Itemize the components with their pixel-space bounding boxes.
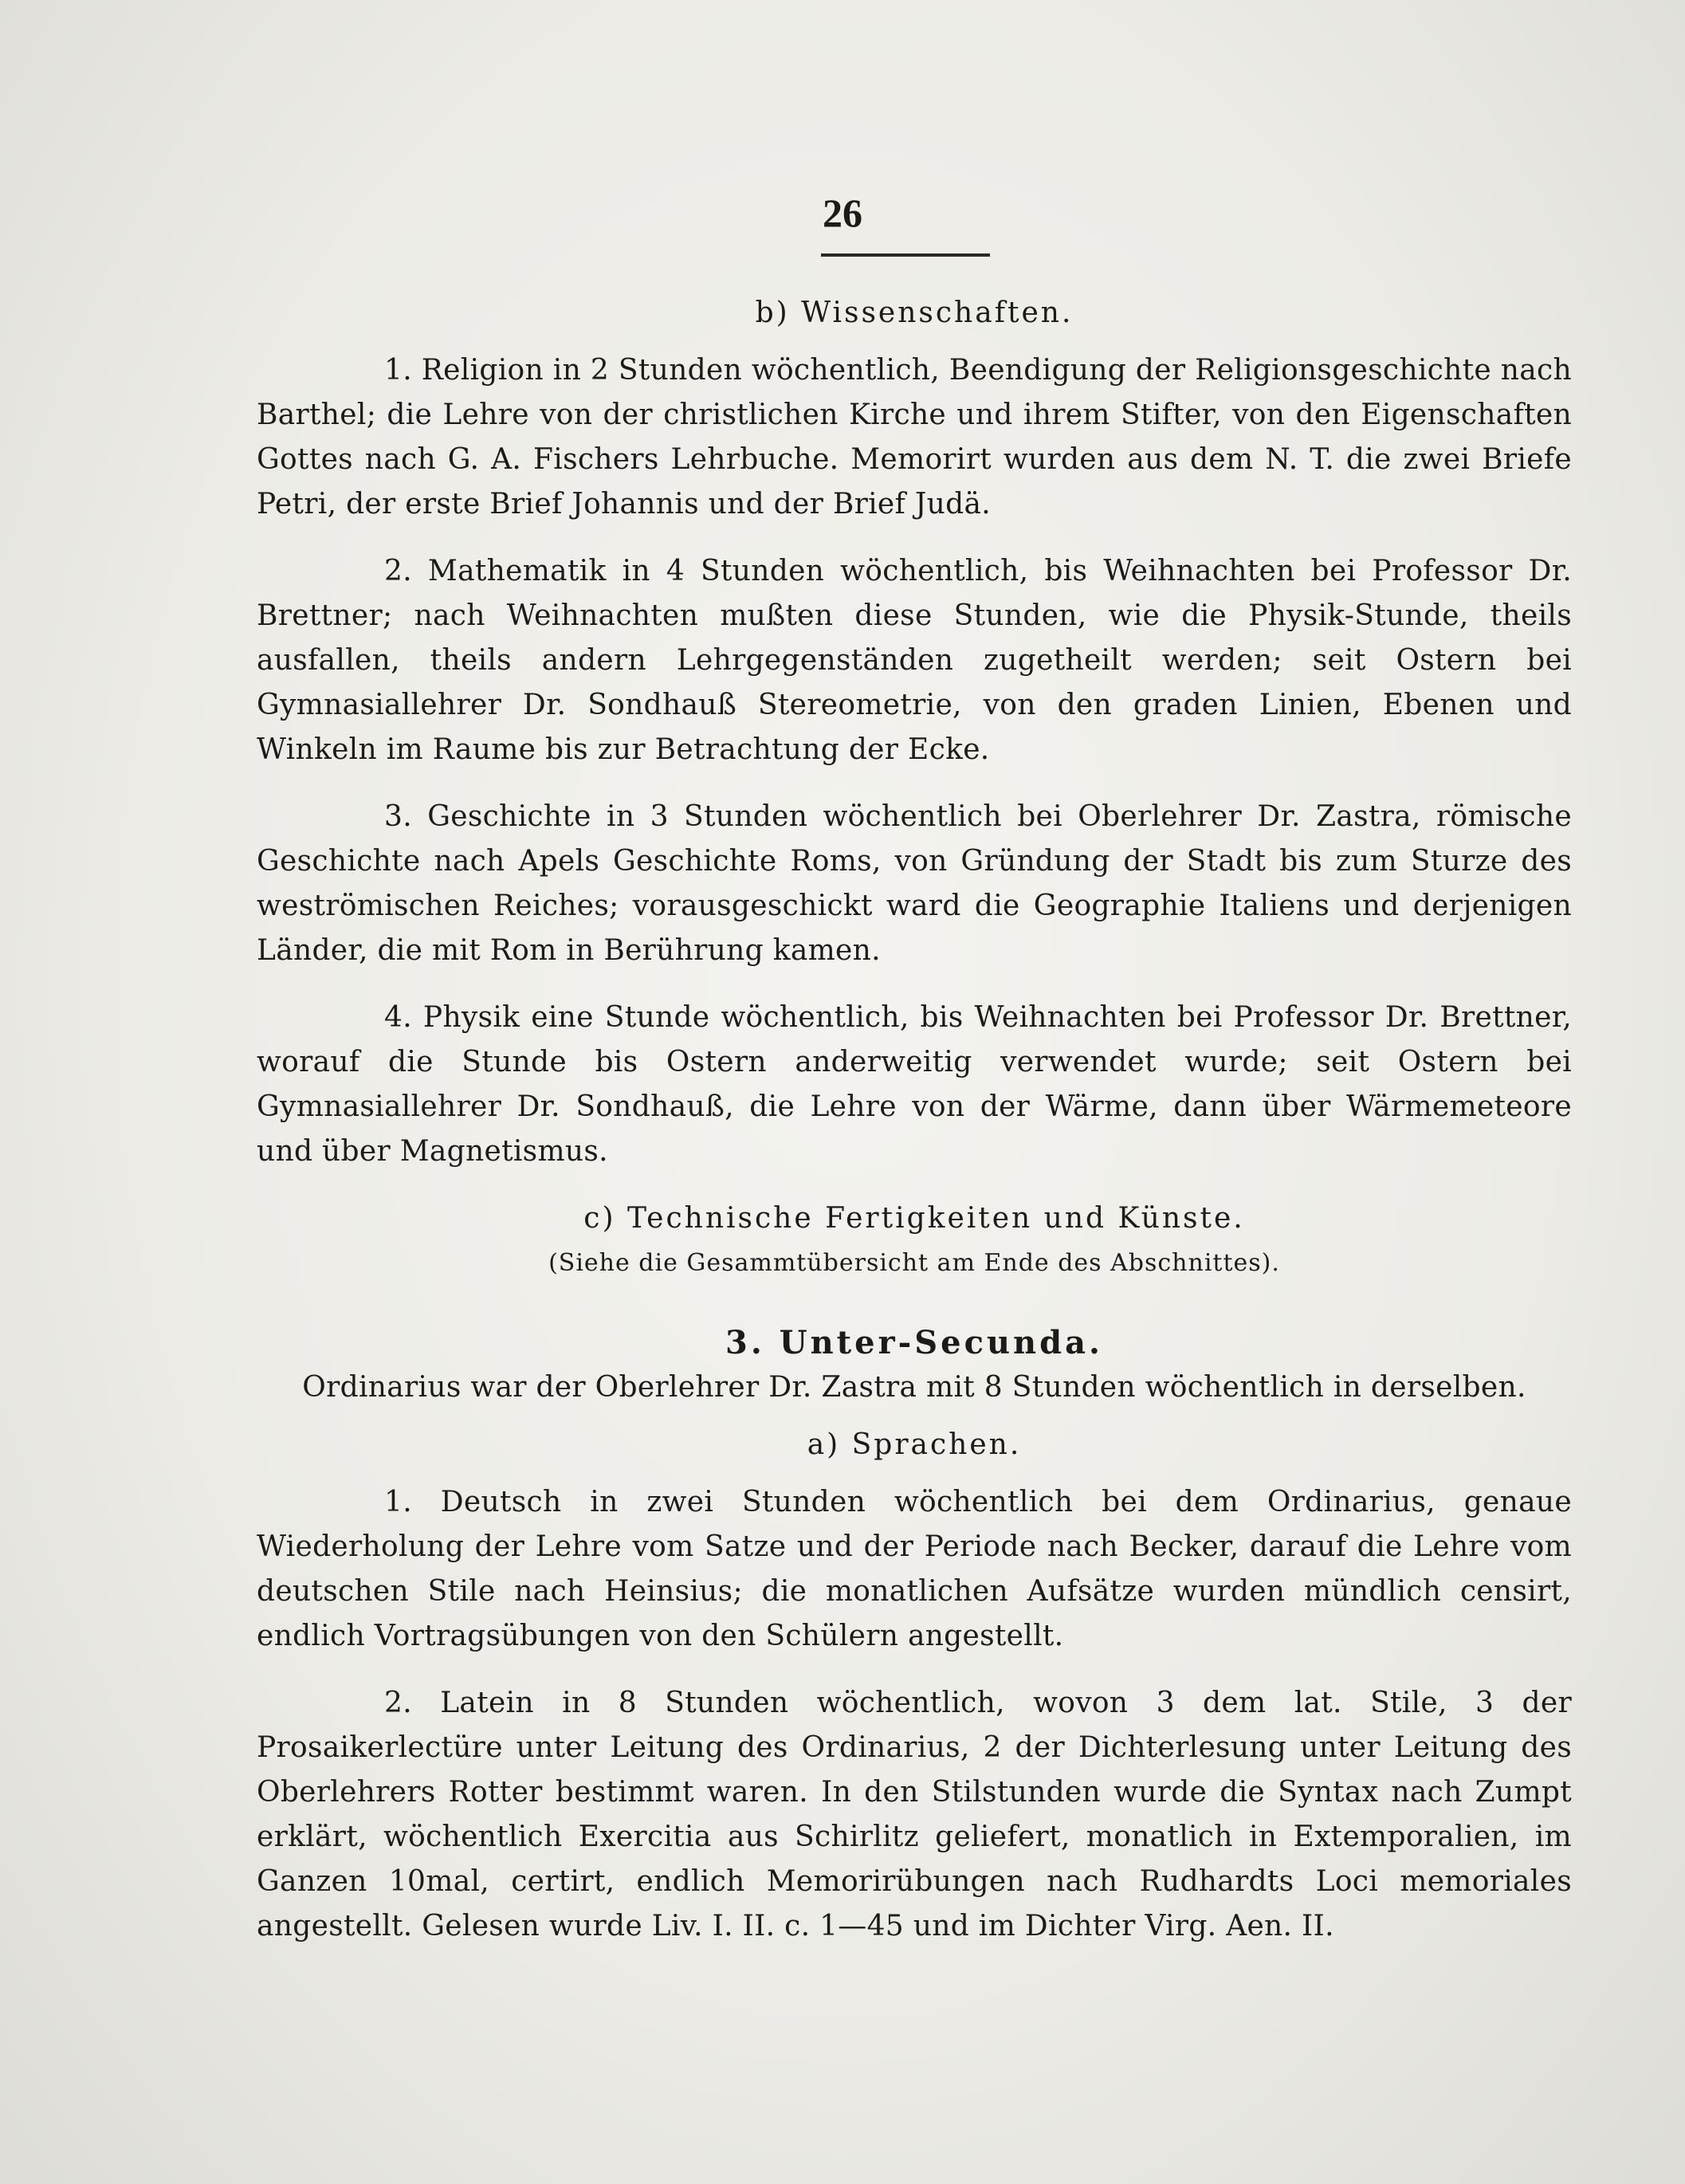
paragraph-religion: 1. Religion in 2 Stunden wöchentlich, Beendigung der Religionsgeschichte nach Barthel; die Lehre von der christlichen Kirche und ihrem Stifter, von den Eigenschaften Gottes nach G. A. Fischers Lehrbuche. Memorirt wurden aus dem N. T. die zwei Briefe Petri, der erste Brief Johannis und der Brief Judä. (257, 354, 1572, 520)
paragraph-deutsch: 1. Deutsch in zwei Stunden wöchentlich bei dem Ordinarius, genaue Wiederholung der Lehre vom Satze und der Periode nach Becker, darauf die Lehre vom deutschen Stile nach Heinsius; die monatlichen Aufsätze wurden mündlich censirt, endlich Vortragsübungen von den Schülern angestellt. (257, 1486, 1572, 1652)
header-rule (821, 253, 990, 257)
page-number: 26 (823, 191, 862, 235)
section-note: (Siehe die Gesammtübersicht am Ende des Abschnittes). (548, 1249, 1280, 1277)
paragraph-latein: 2. Latein in 8 Stunden wöchentlich, wovon 3 dem lat. Stile, 3 der Prosaikerlectüre unter Leitung des Ordinarius, 2 der Dichterlesung unter Leitung des Oberlehrers Rotter bestimmt waren. In den Stilstunden wurde die Syntax nach Zumpt erklärt, wöchentlich Exercitia aus Schirlitz geliefert, monatlich in Extemporalien, im Ganzen 10mal, certirt, endlich Memorirübungen nach Rudhardts Loci memoriales angestellt. Gelesen wurde Liv. I. II. c. 1—45 und im Dichter Virg. Aen. II. (257, 1687, 1572, 1942)
ordinarius-line: Ordinarius war der Oberlehrer Dr. Zastra mit 8 Stunden wöchentlich in derselben. (302, 1371, 1526, 1404)
section-heading-sprachen: a) Sprachen. (807, 1428, 1022, 1461)
paragraph-geschichte: 3. Geschichte in 3 Stunden wöchentlich bei Oberlehrer Dr. Zastra, römische Geschichte nach Apels Geschichte Roms, von Gründung der Stadt bis zum Sturze des weströmischen Reiches; vorausgeschickt ward die Geographie Italiens und derjenigen Länder, die mit Rom in Berührung kamen. (257, 800, 1572, 967)
class-heading-unter-secunda: 3. Unter-Secunda. (725, 1324, 1103, 1361)
paragraph-physik: 4. Physik eine Stunde wöchentlich, bis Weihnachten bei Professor Dr. Brettner, worauf die Stunde bis Ostern anderweitig verwendet wurde; seit Ostern bei Gymnasiallehrer Dr. Sondhauß, die Lehre von der Wärme, dann über Wärmemeteore und über Magnetismus. (257, 1001, 1572, 1168)
page-content (257, 291, 1572, 1949)
section-heading-wissenschaften: b) Wissenschaften. (755, 297, 1074, 329)
paragraph-mathematik: 2. Mathematik in 4 Stunden wöchentlich, bis Weihnachten bei Professor Dr. Brettner; nach Weihnachten mußten diese Stunden, wie die Physik-Stunde, theils ausfallen, theils andern Lehrgegenständen zugetheilt werden; seit Ostern bei Gymnasiallehrer Dr. Sondhauß Stereometrie, von den graden Linien, Ebenen und Winkeln im Raume bis zur Betrachtung der Ecke. (257, 555, 1572, 766)
section-heading-fertigkeiten: c) Technische Fertigkeiten und Künste. (583, 1202, 1245, 1235)
